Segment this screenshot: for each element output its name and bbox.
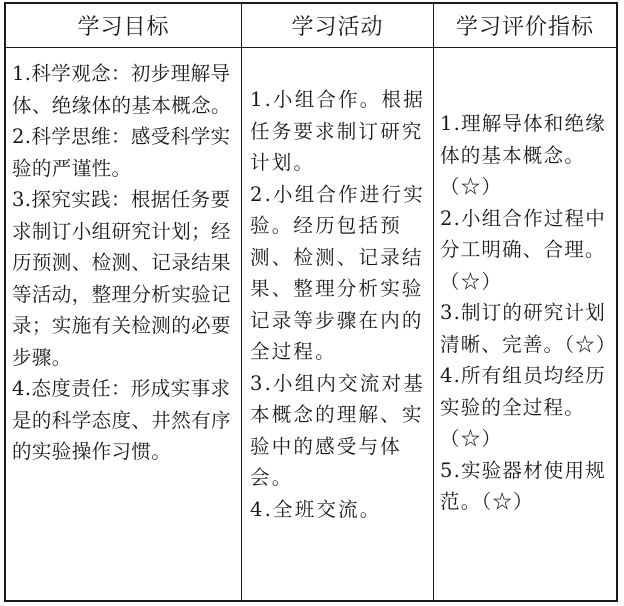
criterion-item: 3.制订的研究计划清晰、完善。（☆） (440, 301, 617, 356)
evaluation-table (4, 2, 618, 602)
activity-item: 4.全班交流。 (250, 497, 382, 521)
criteria-cell (434, 48, 616, 600)
activity-item: 3.小组内交流对基本概念的理解、实验中的感受与体会。 (250, 371, 425, 489)
goal-item: 2.科学思维：感受科学实验的严谨性。 (12, 125, 231, 180)
activities-cell (242, 48, 434, 600)
activity-item: 2.小组合作进行实验。经历包括预测、检测、记录结果、整理分析实验记录等步骤在内的全过程。 (250, 182, 425, 363)
criterion-item: 4.所有组员均经历实验的全过程。（☆） (440, 364, 606, 450)
criterion-item: 2.小组合作过程中分工明确、合理。（☆） (440, 206, 606, 293)
header-learning-activities: 学习活动 (242, 4, 434, 48)
goal-item: 4.态度责任：形成实事求是的科学态度、井然有序的实验操作习惯。 (12, 377, 231, 463)
criterion-item: 5.实验器材使用规范。（☆） (440, 458, 606, 513)
header-evaluation-criteria: 学习评价指标 (434, 4, 616, 48)
goals-cell (6, 48, 242, 600)
goal-item: 1.科学观念：初步理解导体、绝缘体的基本概念。 (12, 62, 231, 117)
criterion-item: 1.理解导体和绝缘体的基本概念。（☆） (440, 112, 606, 198)
activity-item: 1.小组合作。根据任务要求制订研究计划。 (250, 88, 425, 174)
header-learning-goals: 学习目标 (6, 4, 242, 48)
table-grid (6, 4, 616, 600)
goal-item: 3.探究实践：根据任务要求制订小组研究计划；经历预测、检测、记录结果等活动，整理分析实验记录；实施有关检测的必要步骤。 (12, 188, 231, 369)
